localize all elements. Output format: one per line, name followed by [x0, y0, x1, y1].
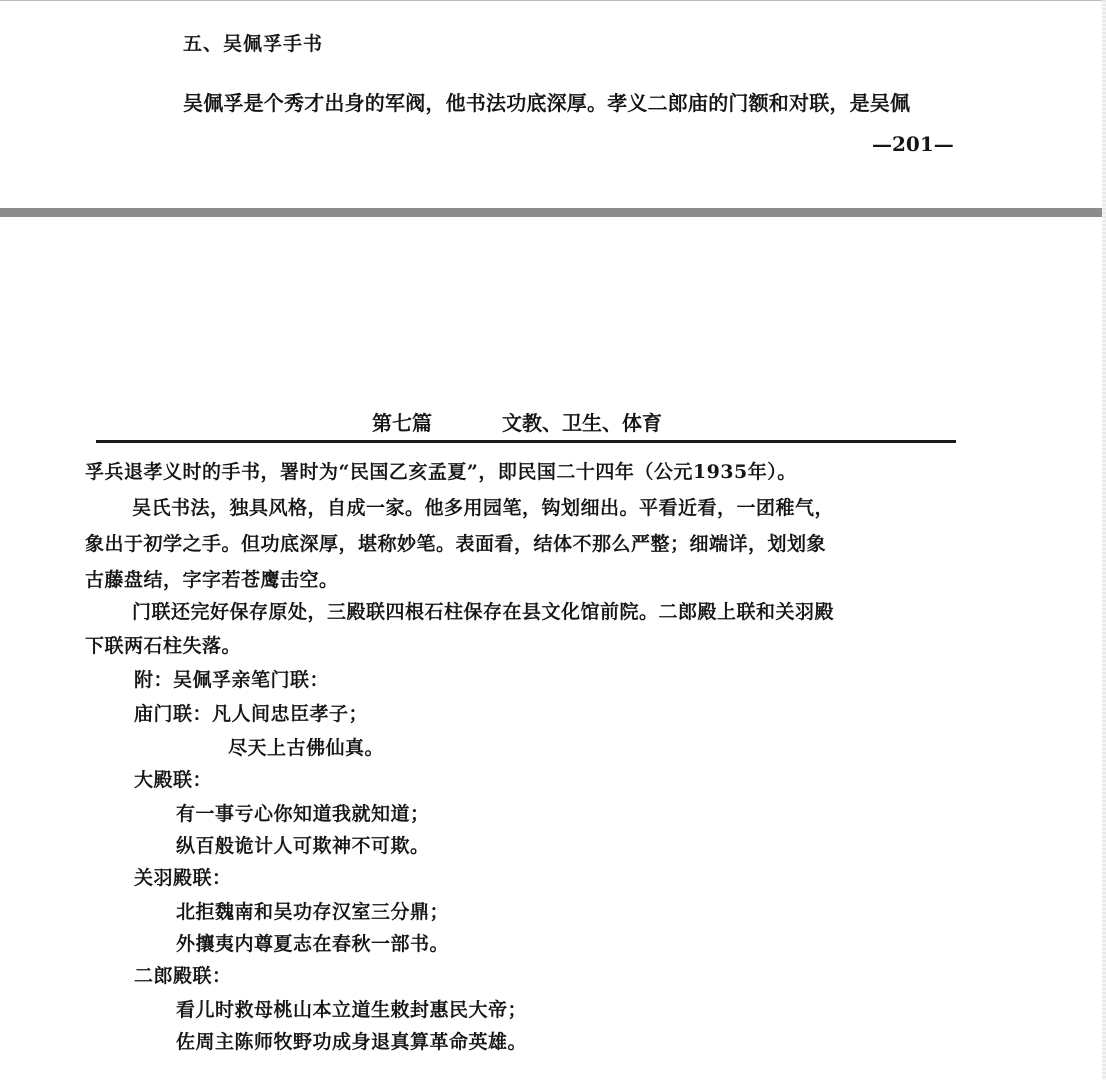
running-head: [372, 407, 662, 436]
text-line: 外攘夷内尊夏志在春秋一部书。: [176, 933, 450, 955]
scrollbar[interactable]: [1102, 0, 1106, 1080]
text-line: 孚兵退孝义时的手书，署时为“民国乙亥孟夏”，即民国二十四年（公元1935年）。: [85, 461, 797, 483]
section-heading: 五、吴佩孚手书: [183, 33, 324, 55]
text-line: 大殿联：: [134, 769, 213, 791]
text-line: 二郎殿联：: [134, 965, 232, 987]
chapter-title: 文教、卫生、体育: [502, 411, 662, 435]
text-line: 吴氏书法，独具风格，自成一家。他多用园笔，钩划细出。平看近看，一团稚气，: [132, 497, 835, 519]
text-line: 尽天上古佛仙真。: [228, 737, 385, 759]
text-line: 庙门联：凡人间忠臣孝子；: [134, 703, 369, 725]
header-rule: [96, 440, 956, 443]
upper-page: [0, 0, 1106, 209]
text-line: 门联还完好保存原处，三殿联四根石柱保存在县文化馆前院。二郎殿上联和关羽殿: [132, 601, 835, 623]
text-line: 纵百般诡计人可欺神不可欺。: [176, 835, 430, 857]
paragraph-text: 吴佩孚是个秀才出身的军阀，他书法功底深厚。孝义二郎庙的门额和对联，是吴佩: [183, 91, 911, 115]
chapter-label: 第七篇: [372, 411, 432, 435]
text-line: 看儿时救母桃山本立道生敕封惠民大帝；: [176, 999, 528, 1021]
text-line: 佐周主陈师牧野功成身退真算革命英雄。: [176, 1031, 528, 1053]
text-line: 附：吴佩孚亲笔门联：: [134, 669, 330, 691]
page-divider: [0, 208, 1106, 217]
text-line: 关羽殿联：: [134, 867, 232, 889]
text-line: 古藤盘结，字字若苍鹰击空。: [85, 569, 339, 591]
text-line: 有一事亏心你知道我就知道；: [176, 803, 430, 825]
text-line: 下联两石柱失落。: [85, 635, 242, 657]
page-number: —201—: [872, 132, 954, 156]
text-line: 象出于初学之手。但功底深厚，堪称妙笔。表面看，结体不那么严整；细端详，划划象: [85, 533, 827, 555]
text-line: 北拒魏南和吴功存汉室三分鼎；: [176, 901, 450, 923]
